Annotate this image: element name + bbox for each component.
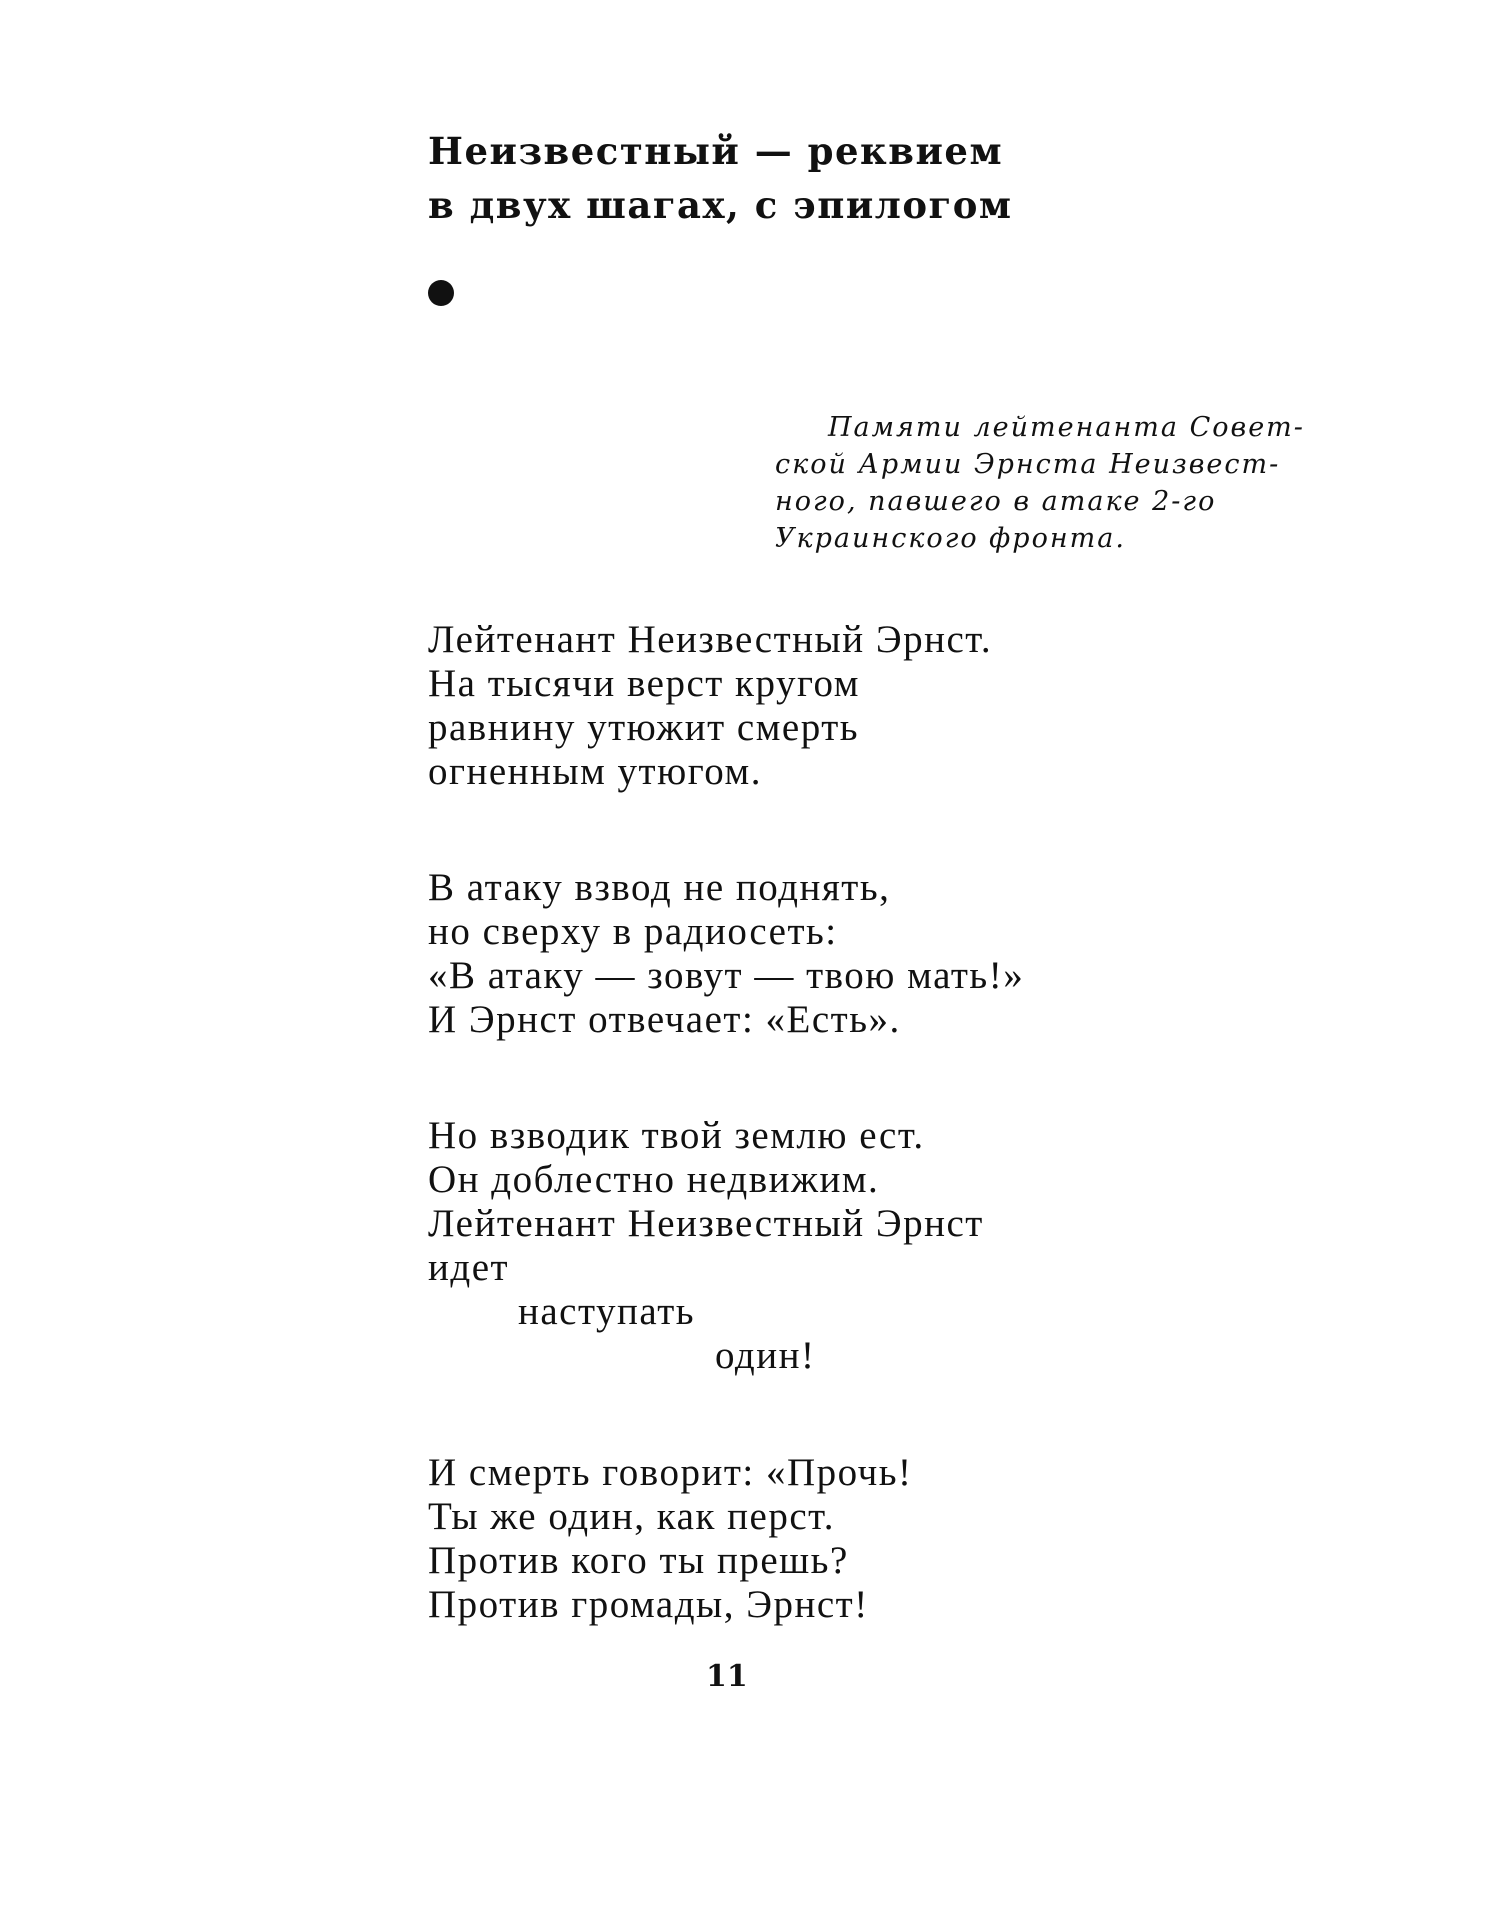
verse-line: На тысячи верст кругом: [428, 662, 860, 705]
stanza-2: [428, 866, 1024, 1042]
verse-line: Ты же один, как перст.: [428, 1495, 836, 1538]
poem-title-line-2: в двух шагах, с эпилогом: [428, 183, 1013, 227]
verse-line: В атаку взвод не поднять,: [428, 866, 891, 909]
verse-line: Он доблестно недвижим.: [428, 1158, 880, 1201]
verse-line: «В атаку — зовут — твою мать!»: [428, 954, 1025, 997]
epigraph-line: Памяти лейтенанта Совет-: [828, 412, 1305, 443]
poem-title-line-1: Неизвестный — реквием: [428, 129, 1004, 173]
verse-line: Против кого ты прешь?: [428, 1539, 849, 1582]
verse-line: Лейтенант Неизвестный Эрнст.: [428, 618, 993, 661]
epigraph-line: Украинского фронта.: [775, 523, 1126, 554]
verse-line: но сверху в радиосеть:: [428, 910, 838, 953]
page-number: 11: [706, 1659, 748, 1694]
verse-line: Но взводик твой землю ест.: [428, 1114, 925, 1157]
verse-line: идет: [428, 1246, 510, 1289]
section-bullet-icon: [428, 280, 454, 306]
verse-line: Против громады, Эрнст!: [428, 1583, 869, 1626]
verse-line: И смерть говорит: «Прочь!: [428, 1451, 913, 1494]
epigraph-line: ного, павшего в атаке 2-го: [775, 486, 1217, 517]
verse-line: равнину утюжит смерть: [428, 706, 860, 749]
stanza-4: [428, 1451, 913, 1627]
verse-line: огненным утюгом.: [428, 750, 762, 793]
stanza-1: [428, 618, 992, 794]
poem-title: [428, 124, 1013, 232]
stanza-3: [428, 1114, 984, 1378]
epigraph: [775, 409, 1305, 557]
verse-line: наступать: [518, 1290, 696, 1333]
verse-line: И Эрнст отвечает: «Есть».: [428, 998, 901, 1041]
verse-line: Лейтенант Неизвестный Эрнст: [428, 1202, 984, 1245]
epigraph-line: ской Армии Эрнста Неизвест-: [775, 449, 1281, 480]
verse-line: один!: [715, 1334, 816, 1377]
